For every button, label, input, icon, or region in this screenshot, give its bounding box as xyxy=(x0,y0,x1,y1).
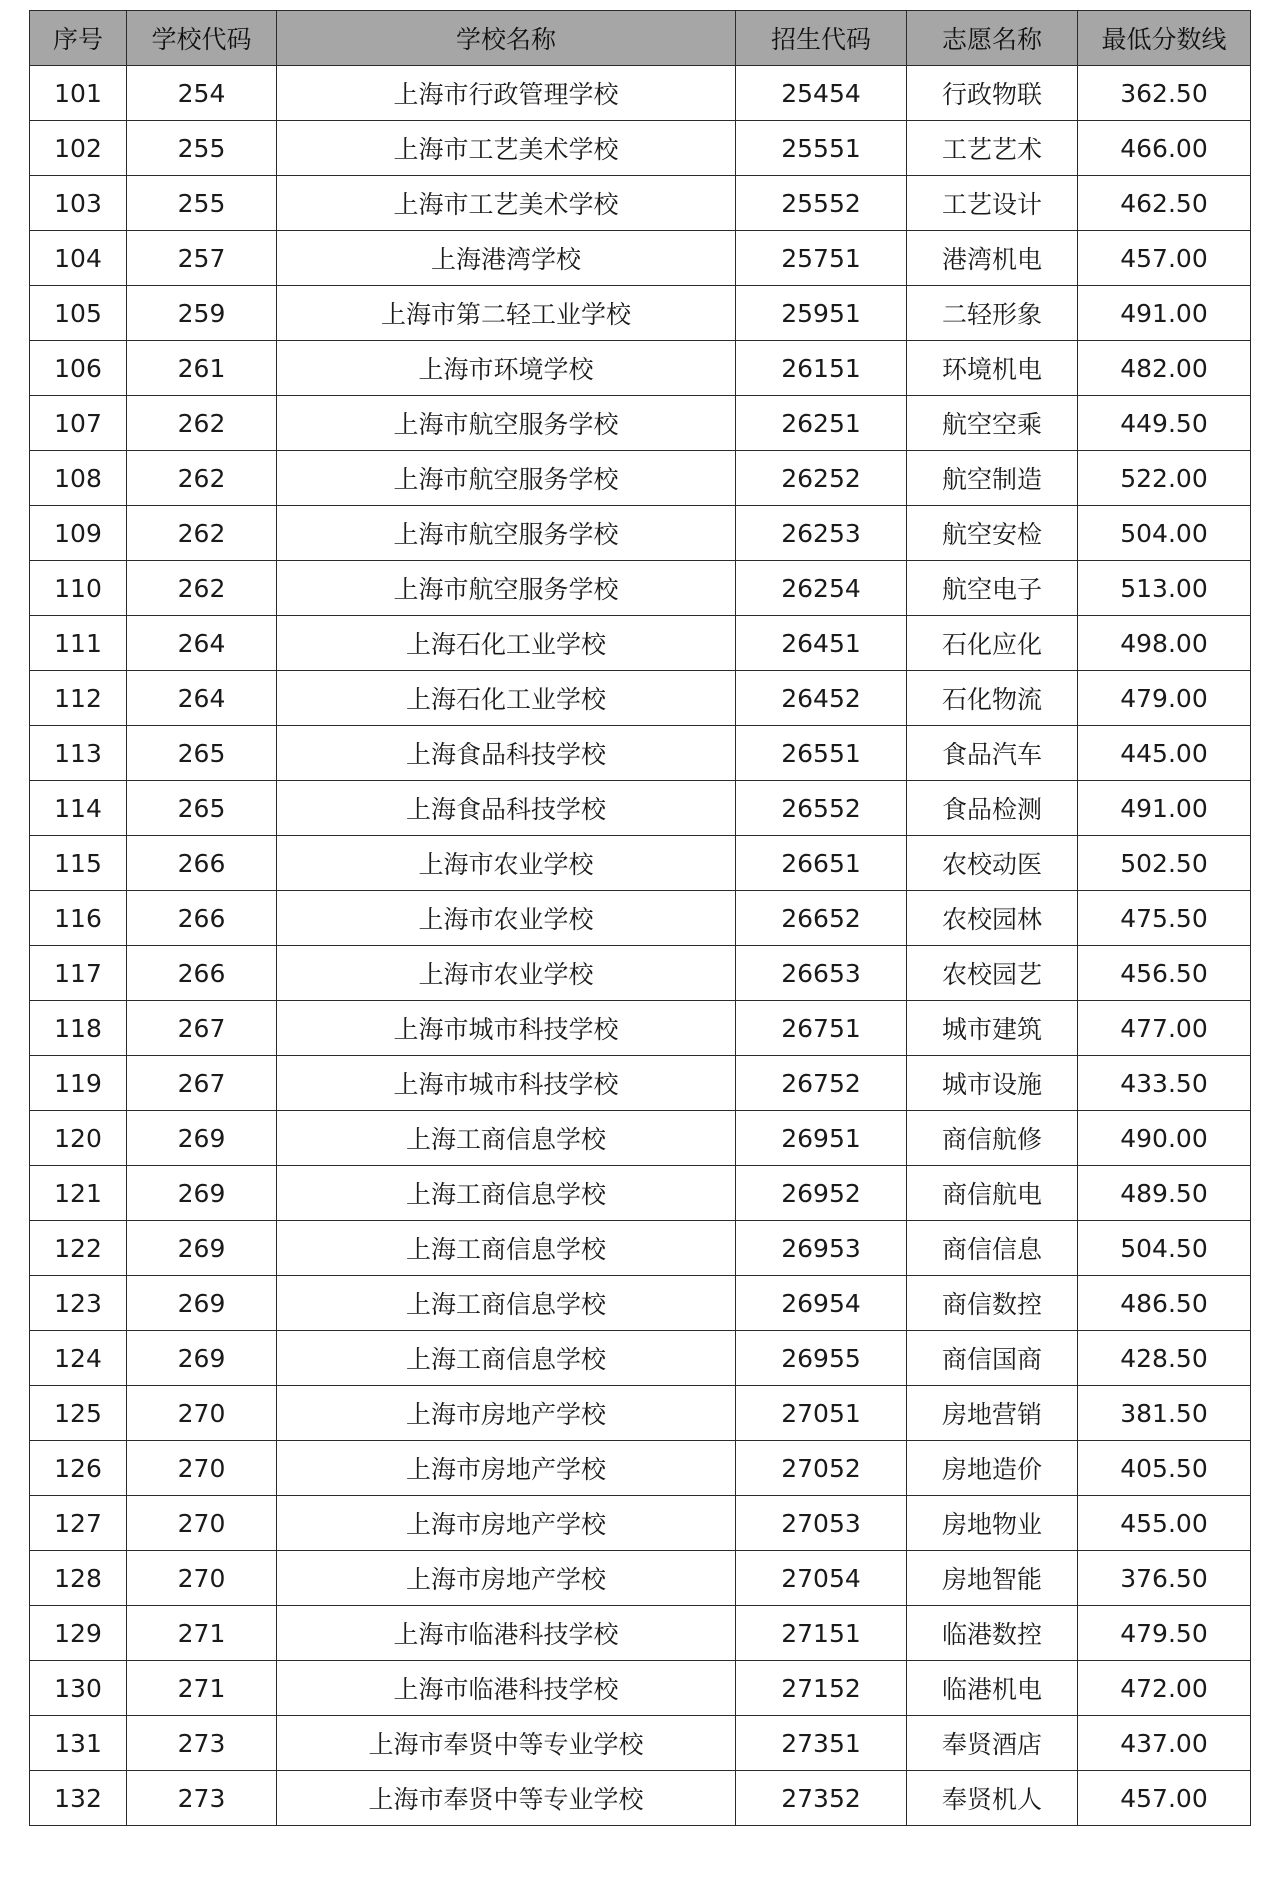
min-score-cell: 475.50 xyxy=(1078,891,1251,946)
school-code-cell: 270 xyxy=(127,1441,277,1496)
min-score-cell: 466.00 xyxy=(1078,121,1251,176)
program-name-cell: 航空安检 xyxy=(907,506,1078,561)
table-row xyxy=(30,1441,1251,1496)
school-name-cell: 上海食品科技学校 xyxy=(277,781,736,836)
table-row xyxy=(30,1276,1251,1331)
table-row xyxy=(30,781,1251,836)
school-name-cell: 上海市临港科技学校 xyxy=(277,1606,736,1661)
school-name-cell: 上海市航空服务学校 xyxy=(277,561,736,616)
serial-number-cell: 122 xyxy=(30,1221,127,1276)
enrollment-code-cell: 26652 xyxy=(736,891,907,946)
school-code-cell: 269 xyxy=(127,1166,277,1221)
school-code-cell: 255 xyxy=(127,176,277,231)
school-code-cell: 264 xyxy=(127,671,277,726)
serial-number-cell: 103 xyxy=(30,176,127,231)
min-score-cell: 376.50 xyxy=(1078,1551,1251,1606)
serial-number-cell: 118 xyxy=(30,1001,127,1056)
min-score-cell: 433.50 xyxy=(1078,1056,1251,1111)
school-name-cell: 上海市工艺美术学校 xyxy=(277,121,736,176)
min-score-cell: 462.50 xyxy=(1078,176,1251,231)
school-name-cell: 上海市房地产学校 xyxy=(277,1551,736,1606)
serial-number-cell: 113 xyxy=(30,726,127,781)
program-name-cell: 环境机电 xyxy=(907,341,1078,396)
school-name-cell: 上海市第二轻工业学校 xyxy=(277,286,736,341)
min-score-cell: 490.00 xyxy=(1078,1111,1251,1166)
school-code-cell: 254 xyxy=(127,66,277,121)
school-name-cell: 上海工商信息学校 xyxy=(277,1221,736,1276)
school-code-cell: 271 xyxy=(127,1661,277,1716)
school-name-cell: 上海市航空服务学校 xyxy=(277,451,736,506)
school-code-cell: 261 xyxy=(127,341,277,396)
enrollment-code-cell: 26751 xyxy=(736,1001,907,1056)
table-row xyxy=(30,1001,1251,1056)
school-name-cell: 上海市农业学校 xyxy=(277,946,736,1001)
school-name-cell: 上海市房地产学校 xyxy=(277,1386,736,1441)
min-score-cell: 449.50 xyxy=(1078,396,1251,451)
school-code-cell: 269 xyxy=(127,1111,277,1166)
school-code-cell: 262 xyxy=(127,451,277,506)
enrollment-code-cell: 27052 xyxy=(736,1441,907,1496)
enrollment-code-cell: 26954 xyxy=(736,1276,907,1331)
school-name-cell: 上海市工艺美术学校 xyxy=(277,176,736,231)
school-name-cell: 上海石化工业学校 xyxy=(277,616,736,671)
serial-number-cell: 124 xyxy=(30,1331,127,1386)
min-score-cell: 457.00 xyxy=(1078,1771,1251,1826)
serial-number-cell: 127 xyxy=(30,1496,127,1551)
school-name-cell: 上海市临港科技学校 xyxy=(277,1661,736,1716)
header-school-name: 学校名称 xyxy=(277,11,736,66)
enrollment-code-cell: 26551 xyxy=(736,726,907,781)
min-score-cell: 381.50 xyxy=(1078,1386,1251,1441)
serial-number-cell: 120 xyxy=(30,1111,127,1166)
table-row xyxy=(30,1716,1251,1771)
school-name-cell: 上海市环境学校 xyxy=(277,341,736,396)
program-name-cell: 行政物联 xyxy=(907,66,1078,121)
program-name-cell: 二轻形象 xyxy=(907,286,1078,341)
table-header xyxy=(30,11,1251,66)
serial-number-cell: 111 xyxy=(30,616,127,671)
enrollment-code-cell: 27152 xyxy=(736,1661,907,1716)
min-score-cell: 489.50 xyxy=(1078,1166,1251,1221)
min-score-cell: 522.00 xyxy=(1078,451,1251,506)
table-row xyxy=(30,1606,1251,1661)
program-name-cell: 商信信息 xyxy=(907,1221,1078,1276)
school-code-cell: 265 xyxy=(127,781,277,836)
table-row xyxy=(30,946,1251,1001)
min-score-cell: 445.00 xyxy=(1078,726,1251,781)
enrollment-code-cell: 25751 xyxy=(736,231,907,286)
program-name-cell: 农校园林 xyxy=(907,891,1078,946)
school-name-cell: 上海港湾学校 xyxy=(277,231,736,286)
table-row xyxy=(30,121,1251,176)
serial-number-cell: 110 xyxy=(30,561,127,616)
program-name-cell: 商信航修 xyxy=(907,1111,1078,1166)
serial-number-cell: 129 xyxy=(30,1606,127,1661)
table-row xyxy=(30,616,1251,671)
school-code-cell: 257 xyxy=(127,231,277,286)
enrollment-code-cell: 25454 xyxy=(736,66,907,121)
min-score-cell: 482.00 xyxy=(1078,341,1251,396)
enrollment-code-cell: 26151 xyxy=(736,341,907,396)
min-score-cell: 428.50 xyxy=(1078,1331,1251,1386)
program-name-cell: 房地智能 xyxy=(907,1551,1078,1606)
table-row xyxy=(30,1166,1251,1221)
table-row xyxy=(30,1496,1251,1551)
serial-number-cell: 125 xyxy=(30,1386,127,1441)
program-name-cell: 商信国商 xyxy=(907,1331,1078,1386)
table-body xyxy=(30,66,1251,1826)
min-score-cell: 455.00 xyxy=(1078,1496,1251,1551)
min-score-cell: 491.00 xyxy=(1078,781,1251,836)
school-code-cell: 267 xyxy=(127,1001,277,1056)
program-name-cell: 航空空乘 xyxy=(907,396,1078,451)
school-name-cell: 上海市农业学校 xyxy=(277,891,736,946)
school-code-cell: 267 xyxy=(127,1056,277,1111)
enrollment-code-cell: 26953 xyxy=(736,1221,907,1276)
school-code-cell: 273 xyxy=(127,1716,277,1771)
program-name-cell: 航空电子 xyxy=(907,561,1078,616)
min-score-cell: 477.00 xyxy=(1078,1001,1251,1056)
program-name-cell: 工艺艺术 xyxy=(907,121,1078,176)
enrollment-code-cell: 26552 xyxy=(736,781,907,836)
school-code-cell: 262 xyxy=(127,506,277,561)
enrollment-code-cell: 26252 xyxy=(736,451,907,506)
program-name-cell: 商信数控 xyxy=(907,1276,1078,1331)
school-name-cell: 上海工商信息学校 xyxy=(277,1276,736,1331)
school-code-cell: 269 xyxy=(127,1221,277,1276)
school-code-cell: 262 xyxy=(127,396,277,451)
min-score-cell: 479.50 xyxy=(1078,1606,1251,1661)
school-code-cell: 262 xyxy=(127,561,277,616)
school-name-cell: 上海市房地产学校 xyxy=(277,1496,736,1551)
enrollment-code-cell: 26952 xyxy=(736,1166,907,1221)
enrollment-code-cell: 26651 xyxy=(736,836,907,891)
enrollment-code-cell: 27351 xyxy=(736,1716,907,1771)
admission-score-table-container xyxy=(29,10,1250,1826)
table-row xyxy=(30,1551,1251,1606)
enrollment-code-cell: 25552 xyxy=(736,176,907,231)
table-row xyxy=(30,1221,1251,1276)
serial-number-cell: 108 xyxy=(30,451,127,506)
program-name-cell: 石化应化 xyxy=(907,616,1078,671)
serial-number-cell: 132 xyxy=(30,1771,127,1826)
school-code-cell: 270 xyxy=(127,1496,277,1551)
serial-number-cell: 131 xyxy=(30,1716,127,1771)
program-name-cell: 食品检测 xyxy=(907,781,1078,836)
school-name-cell: 上海工商信息学校 xyxy=(277,1331,736,1386)
enrollment-code-cell: 27053 xyxy=(736,1496,907,1551)
school-name-cell: 上海市航空服务学校 xyxy=(277,506,736,561)
serial-number-cell: 104 xyxy=(30,231,127,286)
program-name-cell: 港湾机电 xyxy=(907,231,1078,286)
table-row xyxy=(30,726,1251,781)
program-name-cell: 临港机电 xyxy=(907,1661,1078,1716)
min-score-cell: 498.00 xyxy=(1078,616,1251,671)
enrollment-code-cell: 26251 xyxy=(736,396,907,451)
school-code-cell: 265 xyxy=(127,726,277,781)
table-row xyxy=(30,1771,1251,1826)
school-name-cell: 上海市城市科技学校 xyxy=(277,1056,736,1111)
table-row xyxy=(30,176,1251,231)
serial-number-cell: 128 xyxy=(30,1551,127,1606)
min-score-cell: 504.00 xyxy=(1078,506,1251,561)
school-name-cell: 上海市奉贤中等专业学校 xyxy=(277,1716,736,1771)
min-score-cell: 437.00 xyxy=(1078,1716,1251,1771)
program-name-cell: 城市建筑 xyxy=(907,1001,1078,1056)
school-code-cell: 264 xyxy=(127,616,277,671)
table-row xyxy=(30,341,1251,396)
school-code-cell: 273 xyxy=(127,1771,277,1826)
min-score-cell: 405.50 xyxy=(1078,1441,1251,1496)
program-name-cell: 城市设施 xyxy=(907,1056,1078,1111)
min-score-cell: 472.00 xyxy=(1078,1661,1251,1716)
school-name-cell: 上海石化工业学校 xyxy=(277,671,736,726)
serial-number-cell: 121 xyxy=(30,1166,127,1221)
enrollment-code-cell: 26951 xyxy=(736,1111,907,1166)
program-name-cell: 食品汽车 xyxy=(907,726,1078,781)
serial-number-cell: 130 xyxy=(30,1661,127,1716)
serial-number-cell: 123 xyxy=(30,1276,127,1331)
min-score-cell: 513.00 xyxy=(1078,561,1251,616)
table-row xyxy=(30,1386,1251,1441)
min-score-cell: 491.00 xyxy=(1078,286,1251,341)
table-row xyxy=(30,1111,1251,1166)
school-name-cell: 上海食品科技学校 xyxy=(277,726,736,781)
min-score-cell: 479.00 xyxy=(1078,671,1251,726)
min-score-cell: 502.50 xyxy=(1078,836,1251,891)
school-code-cell: 269 xyxy=(127,1276,277,1331)
program-name-cell: 航空制造 xyxy=(907,451,1078,506)
program-name-cell: 商信航电 xyxy=(907,1166,1078,1221)
header-enrollment-code: 招生代码 xyxy=(736,11,907,66)
school-name-cell: 上海市农业学校 xyxy=(277,836,736,891)
serial-number-cell: 107 xyxy=(30,396,127,451)
school-code-cell: 271 xyxy=(127,1606,277,1661)
enrollment-code-cell: 27352 xyxy=(736,1771,907,1826)
program-name-cell: 房地造价 xyxy=(907,1441,1078,1496)
table-row xyxy=(30,891,1251,946)
serial-number-cell: 116 xyxy=(30,891,127,946)
header-min-score: 最低分数线 xyxy=(1078,11,1251,66)
school-name-cell: 上海工商信息学校 xyxy=(277,1111,736,1166)
program-name-cell: 工艺设计 xyxy=(907,176,1078,231)
serial-number-cell: 112 xyxy=(30,671,127,726)
min-score-cell: 504.50 xyxy=(1078,1221,1251,1276)
enrollment-code-cell: 27054 xyxy=(736,1551,907,1606)
enrollment-code-cell: 26452 xyxy=(736,671,907,726)
table-row xyxy=(30,561,1251,616)
school-code-cell: 266 xyxy=(127,891,277,946)
table-row xyxy=(30,1661,1251,1716)
program-name-cell: 房地营销 xyxy=(907,1386,1078,1441)
serial-number-cell: 126 xyxy=(30,1441,127,1496)
program-name-cell: 农校园艺 xyxy=(907,946,1078,1001)
table-row xyxy=(30,231,1251,286)
school-code-cell: 269 xyxy=(127,1331,277,1386)
serial-number-cell: 101 xyxy=(30,66,127,121)
serial-number-cell: 102 xyxy=(30,121,127,176)
header-row xyxy=(30,11,1251,66)
school-name-cell: 上海市奉贤中等专业学校 xyxy=(277,1771,736,1826)
school-name-cell: 上海市城市科技学校 xyxy=(277,1001,736,1056)
school-code-cell: 270 xyxy=(127,1386,277,1441)
program-name-cell: 临港数控 xyxy=(907,1606,1078,1661)
header-school-code: 学校代码 xyxy=(127,11,277,66)
serial-number-cell: 115 xyxy=(30,836,127,891)
enrollment-code-cell: 27151 xyxy=(736,1606,907,1661)
program-name-cell: 农校动医 xyxy=(907,836,1078,891)
enrollment-code-cell: 26955 xyxy=(736,1331,907,1386)
header-program-name: 志愿名称 xyxy=(907,11,1078,66)
table-row xyxy=(30,396,1251,451)
enrollment-code-cell: 27051 xyxy=(736,1386,907,1441)
program-name-cell: 奉贤机人 xyxy=(907,1771,1078,1826)
school-name-cell: 上海市行政管理学校 xyxy=(277,66,736,121)
enrollment-code-cell: 26451 xyxy=(736,616,907,671)
program-name-cell: 石化物流 xyxy=(907,671,1078,726)
table-row xyxy=(30,671,1251,726)
school-name-cell: 上海市航空服务学校 xyxy=(277,396,736,451)
serial-number-cell: 117 xyxy=(30,946,127,1001)
school-code-cell: 259 xyxy=(127,286,277,341)
table-row xyxy=(30,836,1251,891)
serial-number-cell: 114 xyxy=(30,781,127,836)
school-name-cell: 上海市房地产学校 xyxy=(277,1441,736,1496)
table-row xyxy=(30,506,1251,561)
table-row xyxy=(30,66,1251,121)
serial-number-cell: 119 xyxy=(30,1056,127,1111)
min-score-cell: 456.50 xyxy=(1078,946,1251,1001)
enrollment-code-cell: 26653 xyxy=(736,946,907,1001)
enrollment-code-cell: 26752 xyxy=(736,1056,907,1111)
enrollment-code-cell: 25951 xyxy=(736,286,907,341)
table-row xyxy=(30,1331,1251,1386)
enrollment-code-cell: 26254 xyxy=(736,561,907,616)
enrollment-code-cell: 26253 xyxy=(736,506,907,561)
table-row xyxy=(30,1056,1251,1111)
table-row xyxy=(30,286,1251,341)
serial-number-cell: 105 xyxy=(30,286,127,341)
school-code-cell: 266 xyxy=(127,836,277,891)
school-code-cell: 255 xyxy=(127,121,277,176)
serial-number-cell: 109 xyxy=(30,506,127,561)
school-name-cell: 上海工商信息学校 xyxy=(277,1166,736,1221)
school-code-cell: 266 xyxy=(127,946,277,1001)
program-name-cell: 奉贤酒店 xyxy=(907,1716,1078,1771)
serial-number-cell: 106 xyxy=(30,341,127,396)
program-name-cell: 房地物业 xyxy=(907,1496,1078,1551)
school-code-cell: 270 xyxy=(127,1551,277,1606)
min-score-cell: 486.50 xyxy=(1078,1276,1251,1331)
min-score-cell: 457.00 xyxy=(1078,231,1251,286)
header-serial-number: 序号 xyxy=(30,11,127,66)
min-score-cell: 362.50 xyxy=(1078,66,1251,121)
enrollment-code-cell: 25551 xyxy=(736,121,907,176)
table-row xyxy=(30,451,1251,506)
admission-score-table xyxy=(29,10,1251,1826)
